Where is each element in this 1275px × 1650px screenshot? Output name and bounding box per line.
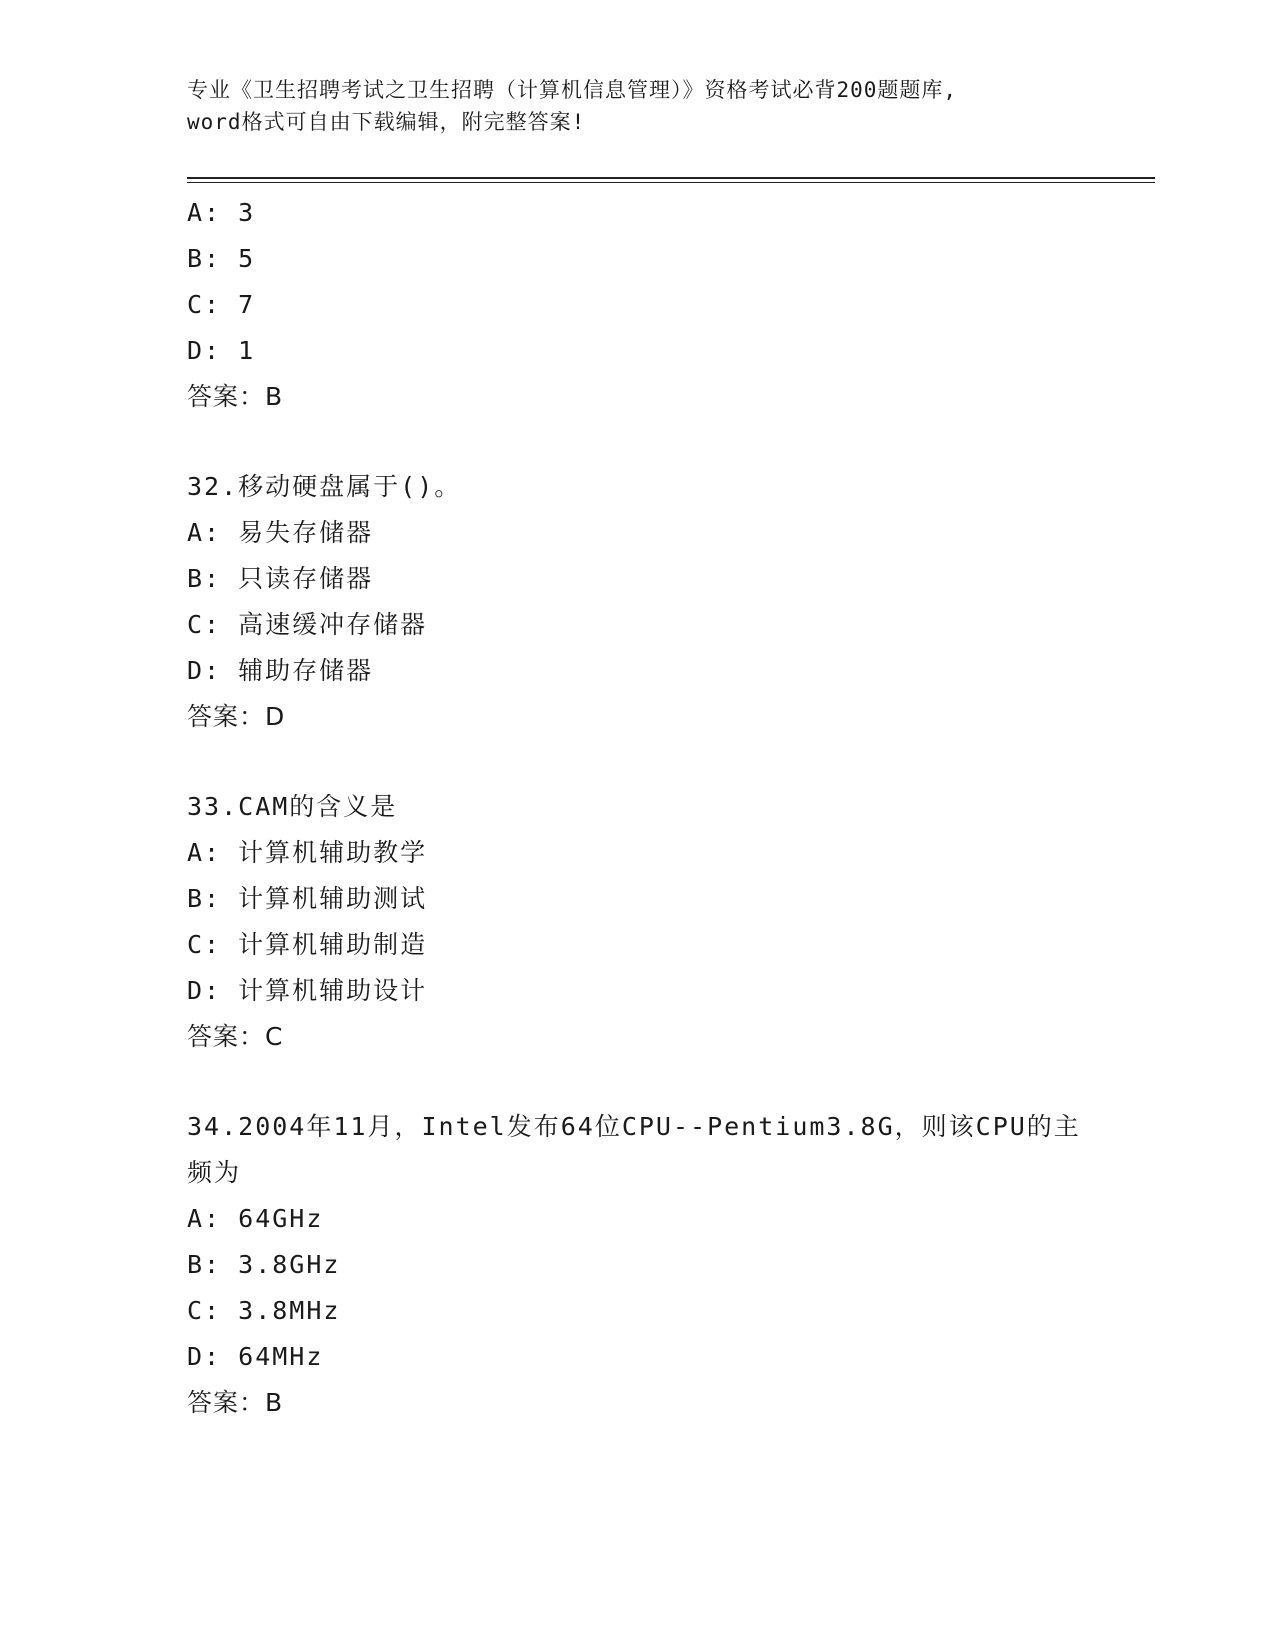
option-a: A: 计算机辅助教学 — [187, 838, 428, 867]
header-line-2: word格式可自由下载编辑，附完整答案! — [187, 110, 586, 134]
answer: 答案：B — [187, 1388, 284, 1417]
question-list — [187, 190, 1087, 1426]
option-c: C: 3.8MHz — [187, 1296, 341, 1325]
header-divider-thick — [187, 177, 1155, 179]
answer: 答案：D — [187, 702, 286, 731]
question-32 — [187, 464, 1087, 740]
option-d: D: 1 — [187, 336, 256, 365]
option-b: B: 5 — [187, 244, 256, 273]
option-a: A: 64GHz — [187, 1204, 324, 1233]
question-gap — [187, 1060, 1087, 1104]
question-33 — [187, 784, 1087, 1060]
question-text: 32.移动硬盘属于()。 — [187, 472, 462, 501]
header-line-1: 专业《卫生招聘考试之卫生招聘（计算机信息管理）》资格考试必背200题题库, — [187, 78, 958, 102]
question-gap — [187, 740, 1087, 784]
option-b: B: 3.8GHz — [187, 1250, 341, 1279]
option-b: B: 只读存储器 — [187, 564, 374, 593]
question-34 — [187, 1104, 1087, 1426]
option-c: C: 高速缓冲存储器 — [187, 610, 428, 639]
option-c: C: 计算机辅助制造 — [187, 930, 428, 959]
header-divider-thin — [187, 182, 1155, 183]
answer: 答案：B — [187, 382, 284, 411]
document-header — [187, 74, 1087, 138]
option-d: D: 64MHz — [187, 1342, 324, 1371]
question-gap — [187, 420, 1087, 464]
option-b: B: 计算机辅助测试 — [187, 884, 428, 913]
question-text: 33.CAM的含义是 — [187, 792, 398, 821]
answer: 答案：C — [187, 1022, 284, 1051]
question-text-line-1: 34.2004年11月，Intel发布64位CPU--Pentium3.8G，则该CPU的主 — [187, 1112, 1081, 1141]
option-a: A: 3 — [187, 198, 256, 227]
question-text-line-2: 频为 — [187, 1158, 242, 1187]
option-d: D: 计算机辅助设计 — [187, 976, 428, 1005]
question-31 — [187, 190, 1087, 420]
option-d: D: 辅助存储器 — [187, 656, 374, 685]
option-c: C: 7 — [187, 290, 256, 319]
option-a: A: 易失存储器 — [187, 518, 374, 547]
